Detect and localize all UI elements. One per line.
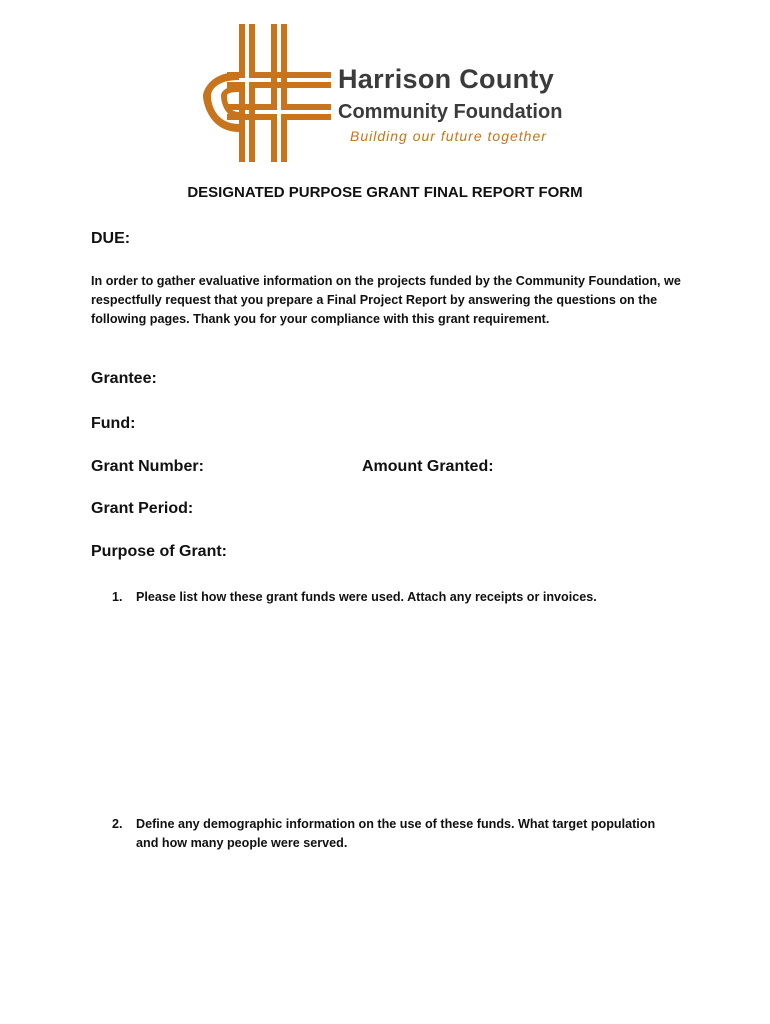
grantee-label: Grantee: xyxy=(91,370,157,387)
org-name: Harrison County xyxy=(338,64,555,94)
due-label: DUE: xyxy=(91,230,131,247)
fund-label: Fund: xyxy=(91,415,136,432)
grant-number-label: Grant Number: xyxy=(91,458,204,475)
tagline: Building our future together xyxy=(350,128,547,144)
question-number: 2. xyxy=(112,817,123,831)
amount-granted-label: Amount Granted: xyxy=(362,458,494,475)
purpose-label: Purpose of Grant: xyxy=(91,543,228,560)
form-title: DESIGNATED PURPOSE GRANT FINAL REPORT FORM xyxy=(187,184,583,201)
intro-paragraph: In order to gather evaluative information on the projects funded by the Community Foundation, we respectfully request that you prepare a Final Project Report by answering the questions on the following pages. Thank you for your compliance with this grant requirement. xyxy=(91,274,681,326)
question-number: 1. xyxy=(112,590,123,604)
question-text: Define any demographic information on the use of these funds. What target population and how many people were served. xyxy=(136,817,656,850)
org-subtitle: Community Foundation xyxy=(338,101,563,123)
woven-h-logo-icon xyxy=(199,20,335,166)
question-text: Please list how these grant funds were used. Attach any receipts or invoices. xyxy=(136,590,597,604)
grant-period-label: Grant Period: xyxy=(91,500,194,517)
